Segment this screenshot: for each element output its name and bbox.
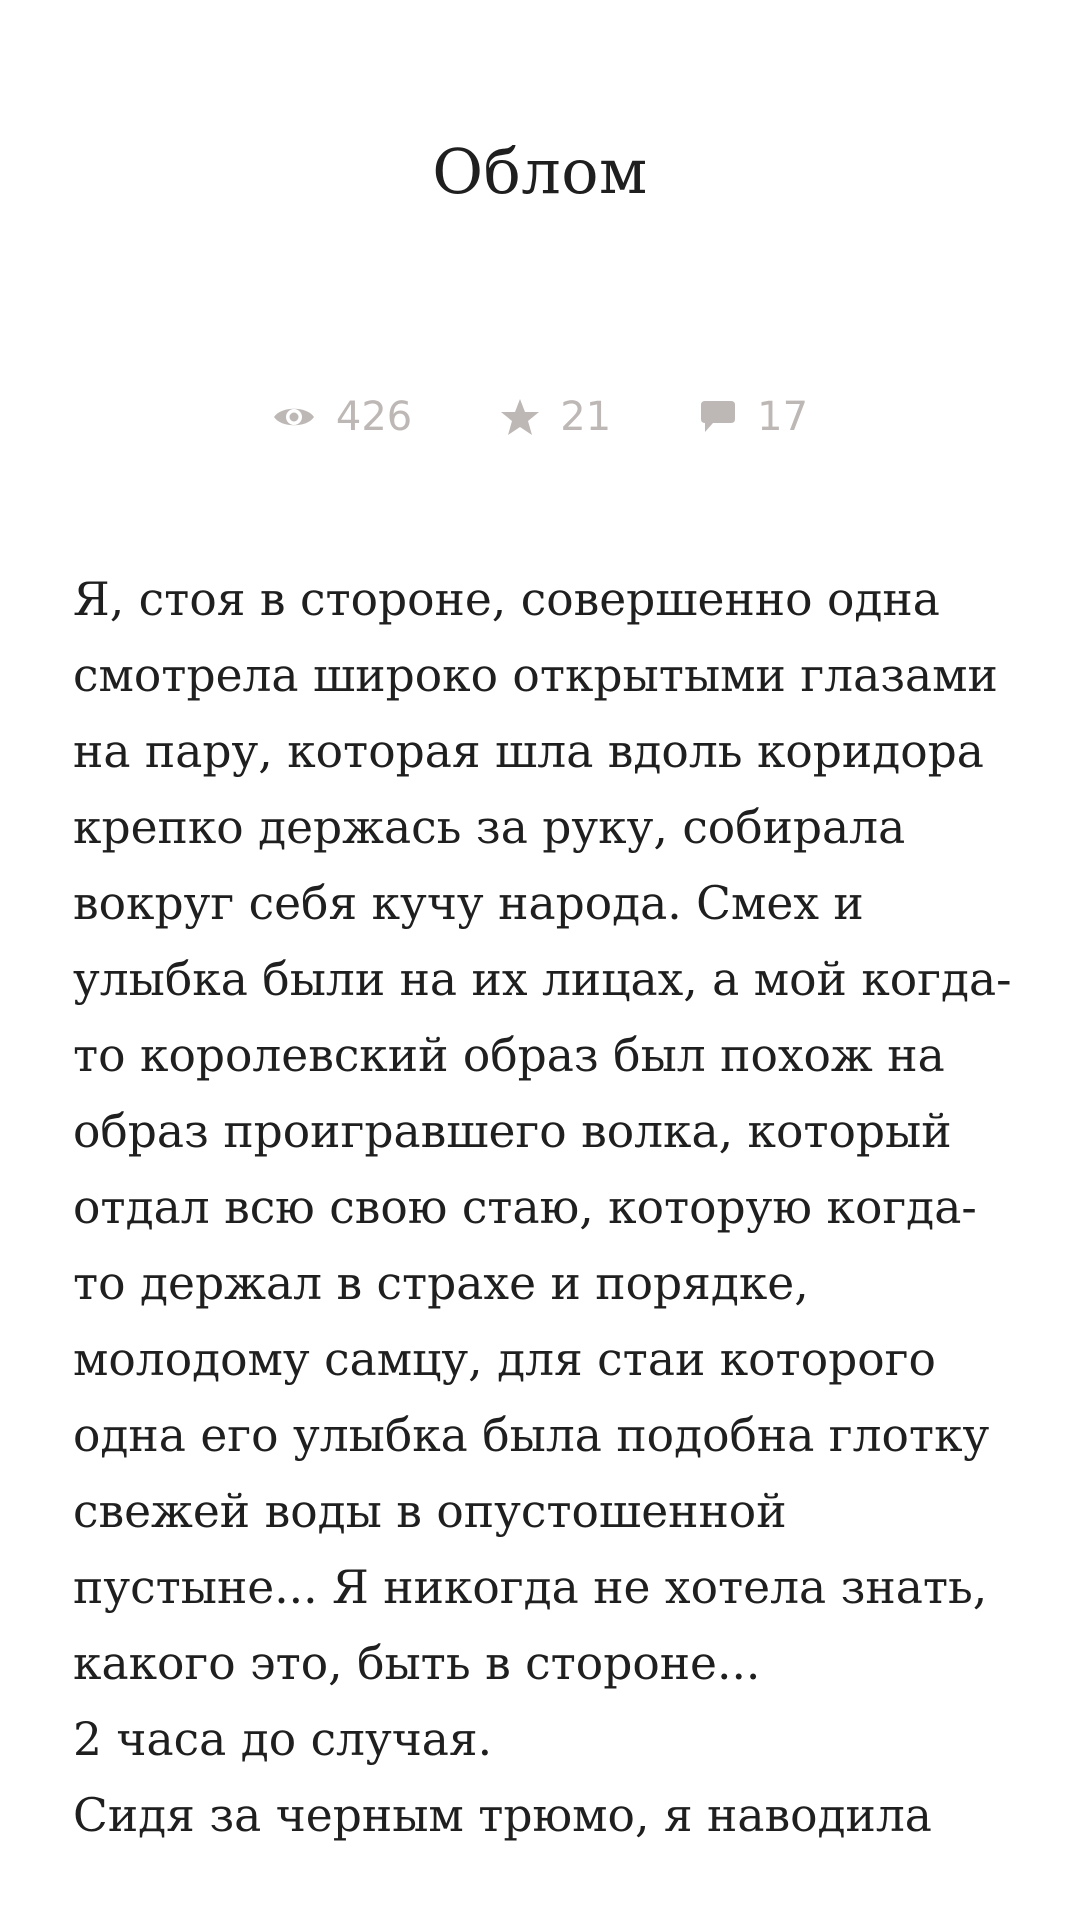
views-stat: [272, 394, 412, 440]
stars-stat: [500, 394, 611, 440]
paragraph: 2 часа до случая.: [73, 1713, 493, 1766]
star-icon: [500, 398, 540, 436]
comments-stat: [699, 394, 808, 440]
views-count: 426: [335, 394, 413, 440]
paragraph: Я, стоя в стороне, совершенно одна смотрела широко открытыми глазами на пару, которая шла вдоль коридора крепко держась за руку, собирала вокруг себя кучу народа. Смех и улыбка были на их лицах, а мой когда-то королевский образ был похож на образ проигравшего волка, который отдал всю свою стаю, которую когда-то держал в страхе и порядке, молодому самцу, для стаи которого одна его улыбка была подобна глотку свежей воды в опустошенной пустыне... Я никогда не хотела знать, какого это, быть в стороне...: [73, 573, 1012, 1690]
comment-icon: [699, 399, 737, 435]
comments-count: 17: [757, 394, 809, 440]
story-content: [73, 562, 1023, 1854]
story-stats: [0, 392, 1080, 442]
eye-icon: [272, 402, 316, 432]
paragraph: Сидя за черным трюмо, я наводила: [73, 1789, 932, 1842]
stars-count: 21: [560, 394, 612, 440]
story-title: Облом: [432, 135, 648, 208]
